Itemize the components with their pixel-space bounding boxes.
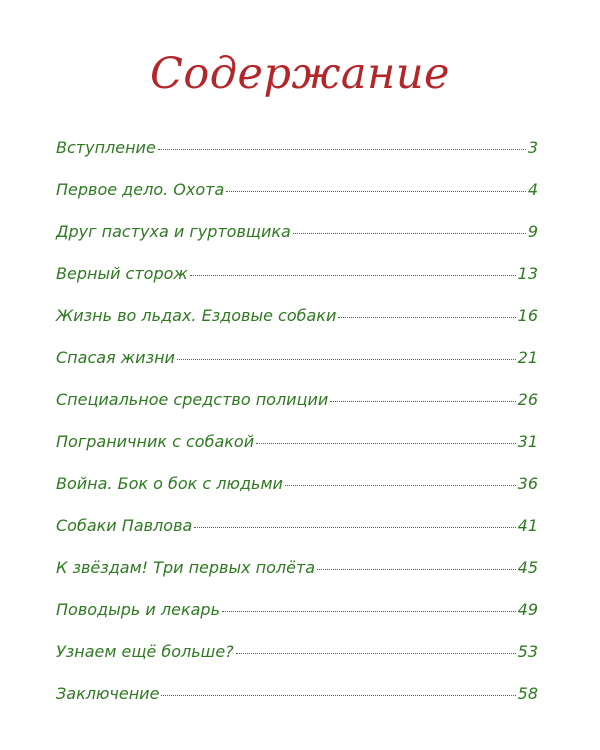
toc-entry-guard[interactable]: [56, 264, 538, 306]
dot-leader: [317, 569, 516, 570]
page-title: Содержание: [150, 49, 450, 99]
toc-entry-border-guard[interactable]: [56, 432, 538, 474]
toc-entry-label: Вступление: [56, 138, 156, 157]
dot-leader: [158, 149, 526, 150]
toc-entry-page-number: 41: [517, 516, 538, 535]
toc-entry-sled-dogs[interactable]: [56, 306, 538, 348]
toc-entry-page-number: 31: [517, 432, 538, 451]
dot-leader: [194, 527, 515, 528]
toc-entry-label: Заключение: [56, 684, 160, 703]
toc-entry-hunting[interactable]: [56, 180, 538, 222]
toc-entry-label: Жизнь во льдах. Ездовые собаки: [56, 306, 337, 325]
toc-entry-label: Узнаем ещё больше?: [56, 642, 234, 661]
toc-entry-introduction[interactable]: [56, 138, 538, 180]
dot-leader: [161, 695, 515, 696]
toc-entry-page-number: 3: [527, 138, 538, 157]
dot-leader: [293, 233, 526, 234]
toc-entry-learn-more[interactable]: [56, 642, 538, 684]
toc-entry-rescue[interactable]: [56, 348, 538, 390]
toc-entry-label: Спасая жизни: [56, 348, 175, 367]
toc-entry-label: К звёздам! Три первых полёта: [56, 558, 316, 577]
toc-entry-label: Специальное средство полиции: [56, 390, 329, 409]
toc-entry-page-number: 45: [517, 558, 538, 577]
toc-entry-space[interactable]: [56, 558, 538, 600]
toc-entry-page-number: 13: [517, 264, 538, 283]
dot-leader: [226, 191, 526, 192]
table-of-contents: [56, 138, 538, 726]
dot-leader: [236, 653, 516, 654]
dot-leader: [338, 317, 515, 318]
toc-entry-page-number: 26: [517, 390, 538, 409]
toc-entry-label: Первое дело. Охота: [56, 180, 225, 199]
toc-entry-page-number: 9: [527, 222, 538, 241]
toc-entry-page-number: 58: [517, 684, 538, 703]
toc-entry-war[interactable]: [56, 474, 538, 516]
toc-entry-guide-healer[interactable]: [56, 600, 538, 642]
dot-leader: [177, 359, 516, 360]
toc-entry-shepherd[interactable]: [56, 222, 538, 264]
toc-entry-label: Война. Бок о бок с людьми: [56, 474, 283, 493]
toc-entry-label: Верный сторож: [56, 264, 188, 283]
toc-entry-page-number: 16: [517, 306, 538, 325]
toc-entry-page-number: 36: [517, 474, 538, 493]
dot-leader: [190, 275, 516, 276]
dot-leader: [222, 611, 516, 612]
toc-entry-police[interactable]: [56, 390, 538, 432]
toc-entry-conclusion[interactable]: [56, 684, 538, 726]
toc-entry-label: Пограничник с собакой: [56, 432, 255, 451]
toc-entry-label: Собаки Павлова: [56, 516, 193, 535]
toc-entry-pavlov[interactable]: [56, 516, 538, 558]
dot-leader: [285, 485, 516, 486]
dot-leader: [256, 443, 516, 444]
toc-entry-page-number: 21: [517, 348, 538, 367]
toc-entry-label: Друг пастуха и гуртовщика: [56, 222, 291, 241]
toc-entry-page-number: 53: [517, 642, 538, 661]
toc-entry-page-number: 4: [527, 180, 538, 199]
dot-leader: [330, 401, 515, 402]
toc-entry-page-number: 49: [517, 600, 538, 619]
toc-entry-label: Поводырь и лекарь: [56, 600, 221, 619]
